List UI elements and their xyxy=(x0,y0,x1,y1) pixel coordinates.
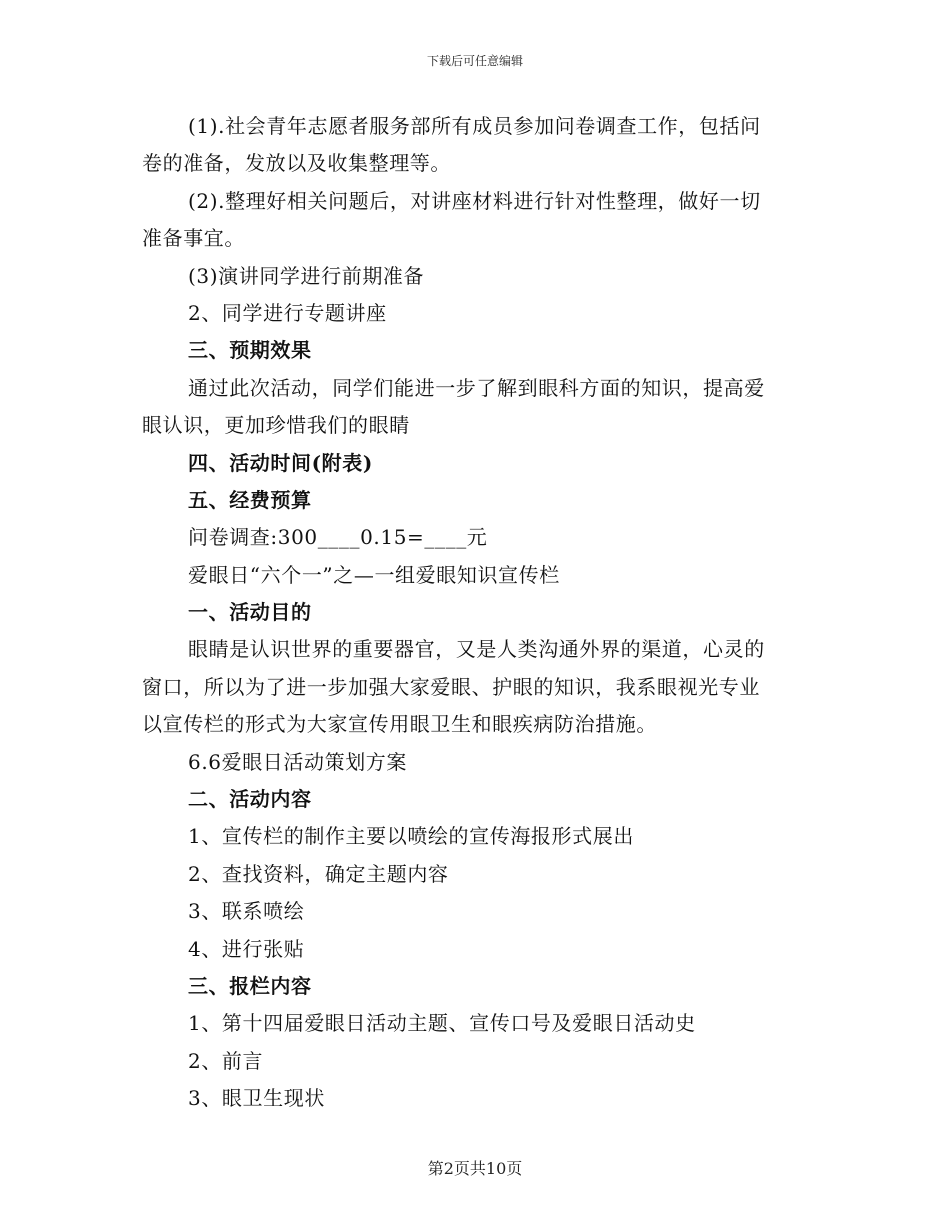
section-heading: 二、活动内容 xyxy=(188,787,312,812)
paragraph-line: 2、查找资料，确定主题内容 xyxy=(188,861,449,886)
paragraph-line: (1).社会青年志愿者服务部所有成员参加问卷调查工作，包括问 xyxy=(188,114,761,138)
paragraph-line: 窗口，所以为了进一步加强大家爱眼、护眼的知识，我系眼视光专业 xyxy=(142,674,760,699)
paragraph-line: 1、宣传栏的制作主要以喷绘的宣传海报形式展出 xyxy=(188,824,634,849)
page-header: 下载后可任意编辑 xyxy=(426,54,523,68)
page-footer: 第2页共10页 xyxy=(427,1159,523,1178)
paragraph-line: 1、第十四届爱眼日活动主题、宣传口号及爱眼日活动史 xyxy=(188,1011,696,1036)
paragraph-line: 2、同学进行专题讲座 xyxy=(188,300,387,325)
paragraph-line: 卷的准备，发放以及收集整理等。 xyxy=(142,151,451,176)
paragraph-line: 2、前言 xyxy=(188,1048,264,1073)
paragraph-line: 准备事宜。 xyxy=(142,226,245,251)
section-heading: 一、活动目的 xyxy=(188,600,312,625)
section-heading: 三、预期效果 xyxy=(188,338,312,363)
paragraph-line: 3、眼卫生现状 xyxy=(188,1086,325,1111)
paragraph-line: 爱眼日“六个一”之—一组爱眼知识宣传栏 xyxy=(188,562,560,587)
paragraph-line: (2).整理好相关问题后，对讲座材料进行针对性整理，做好一切 xyxy=(188,188,761,213)
paragraph-line: 眼认识，更加珍惜我们的眼睛 xyxy=(142,413,410,438)
section-heading: 四、活动时间(附表) xyxy=(188,450,373,475)
paragraph-line: 6.6爱眼日活动策划方案 xyxy=(188,749,408,774)
paragraph-line: 以宣传栏的形式为大家宣传用眼卫生和眼疾病防治措施。 xyxy=(142,712,657,737)
paragraph-line: 通过此次活动，同学们能进一步了解到眼科方面的知识，提高爱 xyxy=(188,375,765,400)
paragraph-line: 眼睛是认识世界的重要器官，又是人类沟通外界的渠道，心灵的 xyxy=(188,637,765,662)
document-body xyxy=(142,108,804,1118)
paragraph-line: 问卷调查:300____0.15=____元 xyxy=(188,525,488,550)
section-heading: 五、经费预算 xyxy=(188,487,312,512)
paragraph-line: 3、联系喷绘 xyxy=(188,899,305,924)
paragraph-line: 4、进行张贴 xyxy=(188,936,305,961)
section-heading: 三、报栏内容 xyxy=(188,973,312,998)
paragraph-line: (3)演讲同学进行前期准备 xyxy=(188,263,425,288)
